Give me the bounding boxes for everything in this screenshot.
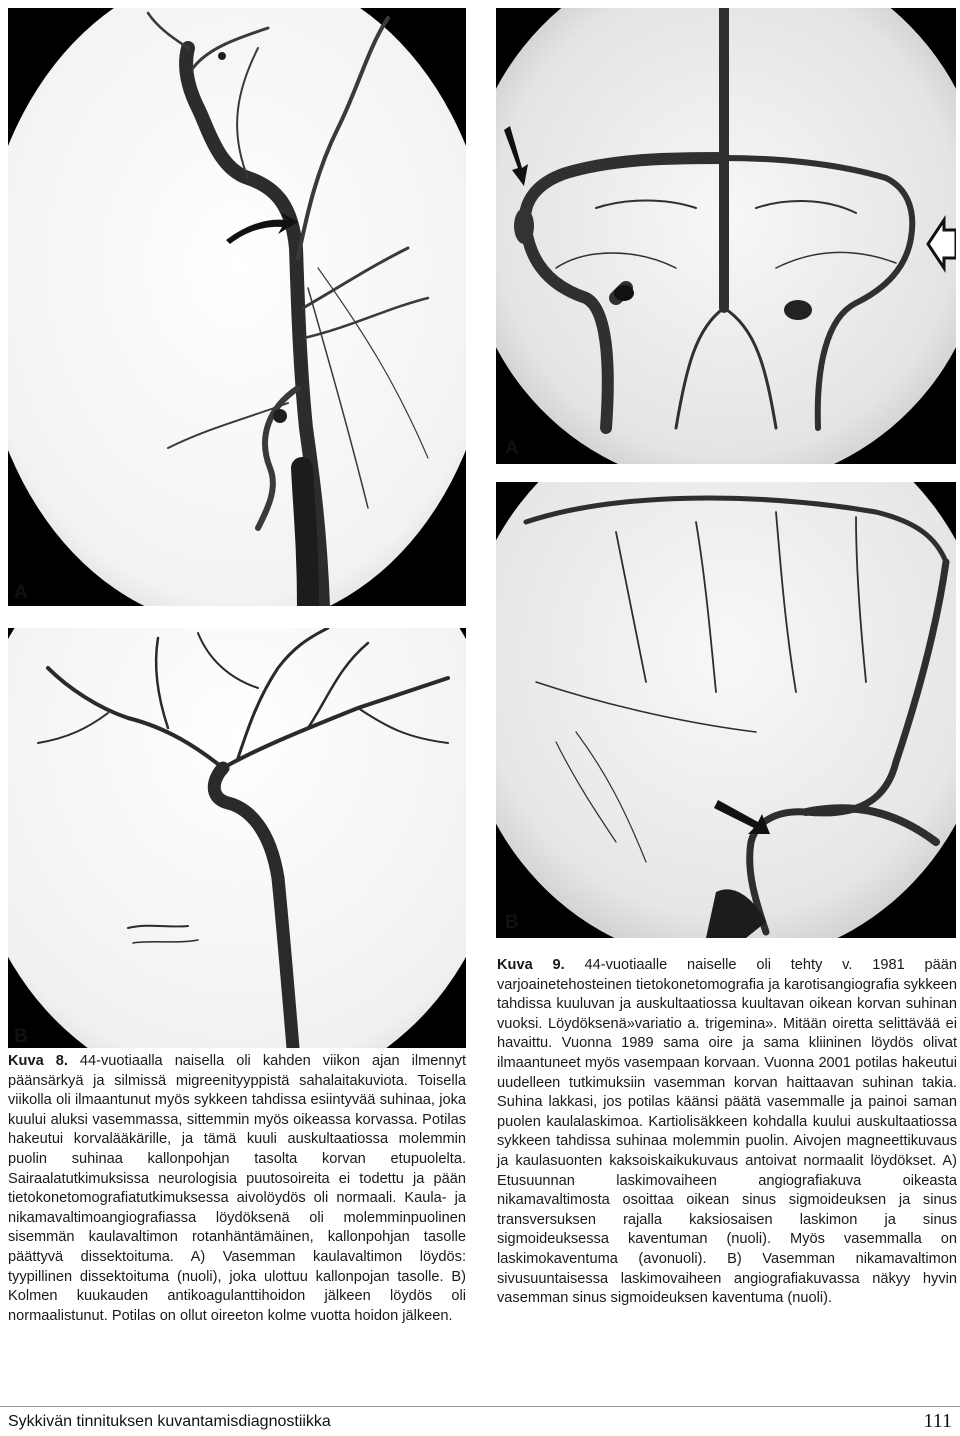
footer-rule <box>0 1406 960 1407</box>
figure8-panel-a-label: A <box>14 582 28 603</box>
page-number: 111 <box>923 1410 952 1432</box>
figure8-panel-a-image <box>8 8 466 606</box>
figure9-caption <box>497 956 957 1309</box>
figure8-caption-text: 44-vuotiaalla naisella oli kahden viikon ajan ilmennyt päänsärkyä ja silmissä migreenityyppistä sahalaitakuviota. Toisella viikolla oli ilmaantunut myös sykkeen tahdissa esiintyvää suhinaa, joka kuului aluksi vasemmassa, sittemmin myös oikeassa korvassa. Potilas hakeutui korvalääkärille, ja tämä kuuli auskultaatiossa molemmin puolin suhinaa kallonpohjan tasolta korvan etupuolelta. Sairaalatutkimuksissa neurologisia puutosoireita ei todettu ja pään tietokonetomografiatutkimuksessa aivolöydös oli normaali. Kaula- ja nikamavaltimoangiografiassa löydöksenä oli molemminpuolinen sisemmän kaulavaltimon rotanhäntämäinen, kallonpohjan tasolle päättyvä dissektoituma. A) Vasemman kaulavaltimon löydös: tyypillinen dissektoituma (nuoli), joka ulottuu kallonpojan tasolle. B) Kolmen kuukauden antikoagulanttihoidon jälkeen löydös oli normaalistunut. Potilas on ollut oireeton kolme vuotta hoidon jälkeen. <box>8 1053 467 1324</box>
figure8-panel-b-image <box>8 628 466 1048</box>
figure9-panel-a-label: A <box>505 438 519 459</box>
running-title: Sykkivän tinnituksen kuvantamisdiagnostiikka <box>8 1413 331 1430</box>
figure9-caption-lead: Kuva 9. <box>497 957 565 973</box>
figure9-caption-text: 44-vuotiaalle naiselle oli tehty v. 1981 pään varjoainetehosteinen tietokonetomografia ja karotisangiografia sykkeen tahdissa kuuluvan ja auskultaatiossa kuultavan oikean korvan suhinan vuoksi. Löydöksenä»variatio a. trigemina». Mitään oiretta selittävää ei havaittu. Vuonna 1989 sama oire ja sama kliininen löydös olivat ilmaantuneet myös vasempaan korvaan. Vuonna 2001 potilas hakeutui uudelleen tutkimuksiin vasemman korvan haittaavan suhinan takia. Suhina lakkasi, jos potilas käänsi päätä vasemmalle ja painoi saman puolen kaulalaskimoa. Kartiolisäkkeen kohdalla kuului auskultaatiossa sykkeen tahdissa suhinaa molemmin puolin. Aivojen magneettikuvaus ja kaulasuonten kaksoiskaikukuvaus antoivat normaalit löydökset. A) Etusuunnan laskimovaiheen angiografiakuva oikeasta nikamavaltimosta osoittaa oikean sinus sigmoideuksen ja sinus transversuksen rajalla kaksiosaisen laskimon ja sinus sigmoideuksessa kaventuman (nuoli). Myös vasemmalla on laskimokaventuma (avonuoli). B) Vasemman nikamavaltimon sivusuuntaisessa laskimovaiheen angiografiakuvassa näkyy hyvin vasemman sinus sigmoideuksen kaventuma (nuoli). <box>497 957 957 1307</box>
figure9-panel-b-image <box>496 482 956 938</box>
figure9-panel-a-image <box>496 8 956 464</box>
figure8-panel-b-label: B <box>14 1026 28 1047</box>
figure8-caption <box>8 1052 466 1326</box>
figure9-panel-b-label: B <box>505 912 519 933</box>
figure8-caption-lead: Kuva 8. <box>8 1053 68 1069</box>
